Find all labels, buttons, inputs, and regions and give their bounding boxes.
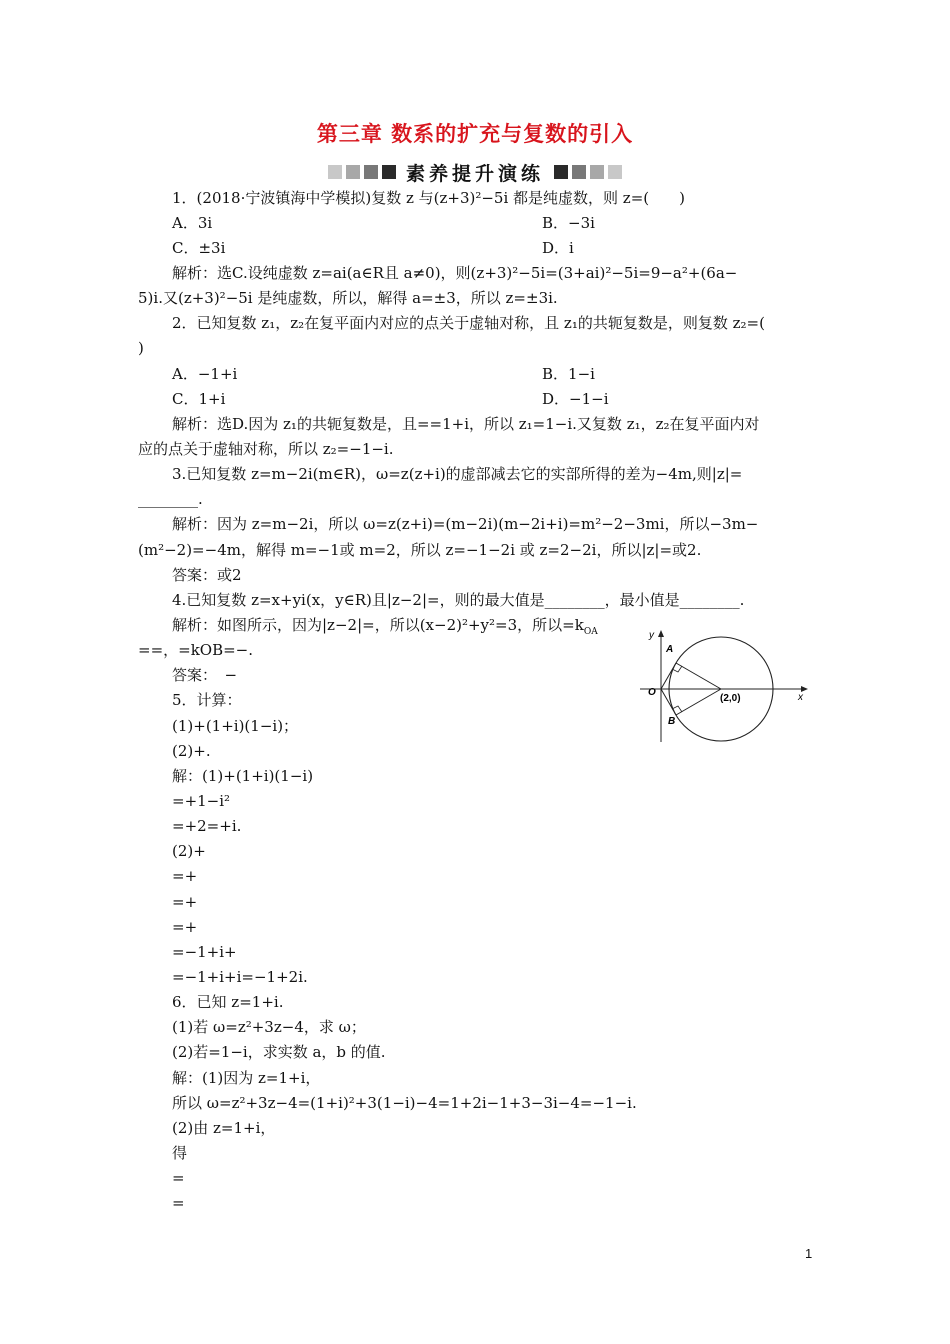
decor-square [346,165,360,179]
text-line: (1)若 ω=z²+3z−4，求 ω； [172,1018,366,1036]
text-line: =+ [172,893,198,911]
text-line: = [172,1194,185,1212]
decor-square [364,165,378,179]
text-line: 解析：选C.设纯虚数 z=ai(a∈R且 a≠0)，则(z+3)²−5i=(3+ai)²−5i=9−a²+(6a− [172,264,738,282]
tangent-ob [661,689,676,715]
text-line: (1)+(1+i)(1−i)； [172,717,299,735]
text-line: 2．已知复数 z₁，z₂在复平面内对应的点关于虚轴对称，且 z₁的共轭复数是，则复数 z₂=( [172,314,765,332]
text-line: 3.已知复数 z=m−2i(m∈R)，ω=z(z+i)的虚部减去它的实部所得的差为−4m,则|z|= [172,465,743,483]
text-line: 5．计算： [172,691,242,709]
text-line: A．3i [172,214,213,232]
text-line: =−1+i+i=−1+2i. [172,968,308,986]
text-line: (2)若=1−i，求实数 a，b 的值. [172,1043,386,1061]
right-decor-squares [554,165,622,179]
section-banner [0,159,950,185]
section-subtitle: 素养提升演练 [405,162,544,185]
decor-square [608,165,622,179]
label-a: A [666,644,674,655]
text-line: 解：(1)+(1+i)(1−i) [172,767,314,785]
option-d: D．i [542,239,574,257]
y-axis-arrow [658,630,664,637]
radius-cb [676,689,721,715]
option-b: B．−3i [542,214,595,232]
text-line: 答案： − [172,666,238,684]
text-line: 6．已知 z=1+i. [172,993,284,1011]
text-line: (2)由 z=1+i， [172,1119,276,1137]
label-origin: O [648,687,656,698]
text-line: (m²−2)=−4m，解得 m=−1或 m=2，所以 z=−1−2i 或 z=2−2i，所以|z|=或2. [138,541,702,559]
decor-square [554,165,568,179]
text-line: 应的点关于虚轴对称，所以 z₂=−1−i. [138,440,394,458]
text-line: = [172,1169,185,1187]
option-b: B．1−i [542,365,595,383]
decor-square [328,165,342,179]
text-line: C．1+i [172,390,226,408]
text-line: 1．(2018·宁波镇海中学模拟)复数 z 与(z+3)²−5i 都是纯虚数，则 z=( ) [172,189,685,207]
text-line: =+ [172,918,198,936]
text-line: 得 [172,1144,188,1162]
text-line: A．−1+i [172,365,238,383]
text-line: 4.已知复数 z=x+yi(x，y∈R)且|z−2|=，则的最大值是________，最小值是________. [172,591,745,609]
text-line: 解析：因为 z=m−2i，所以 ω=z(z+i)=(m−2i)(m−2i+i)=m²−2−3mi，所以−3m− [172,515,759,533]
text-line: ) [138,339,144,357]
page-number: 1 [805,1246,813,1261]
text-line [172,615,598,642]
label-y: y [649,630,654,641]
chapter-title: 第三章 数系的扩充与复数的引入 [316,121,634,146]
label-b: B [668,716,676,727]
text-line: 解析：选D.因为 z₁的共轭复数是，且==1+i，所以 z₁=1−i.又复数 z₁，z₂在复平面内对 [172,415,760,433]
text-line: 解：(1)因为 z=1+i， [172,1069,321,1087]
text-line: (2)+ [172,842,206,860]
text-line: =+1−i² [172,792,231,810]
tangent-oa [661,663,676,689]
text-line: ________. [138,490,203,508]
text-line-content: 解析：如图所示，因为|z−2|=，所以(x−2)²+y²=3，所以=k [172,616,584,634]
text-line: ==，=kOB=−. [138,641,254,659]
decor-square [382,165,396,179]
text-line: C．±3i [172,239,226,257]
circle-tangent-figure [636,628,816,744]
text-line: =−1+i+ [172,943,237,961]
text-line: 5)i.又(z+3)²−5i 是纯虚数，所以，解得 a=±3，所以 z=±3i. [138,289,558,307]
radius-ca [676,663,721,689]
subscript: OA [583,627,598,637]
option-d: D．−1−i [542,390,609,408]
left-decor-squares [328,165,396,179]
label-center: (2,0) [720,693,741,704]
label-x: x [798,692,803,703]
text-line: =+2=+i. [172,817,242,835]
decor-square [590,165,604,179]
text-line: 答案：或2 [172,566,242,584]
decor-square [572,165,586,179]
circle-diagram [636,628,816,744]
text-line: 所以 ω=z²+3z−4=(1+i)²+3(1−i)−4=1+2i−1+3−3i−4=−1−i. [172,1094,637,1112]
text-line: (2)+. [172,742,211,760]
text-line: =+ [172,867,198,885]
